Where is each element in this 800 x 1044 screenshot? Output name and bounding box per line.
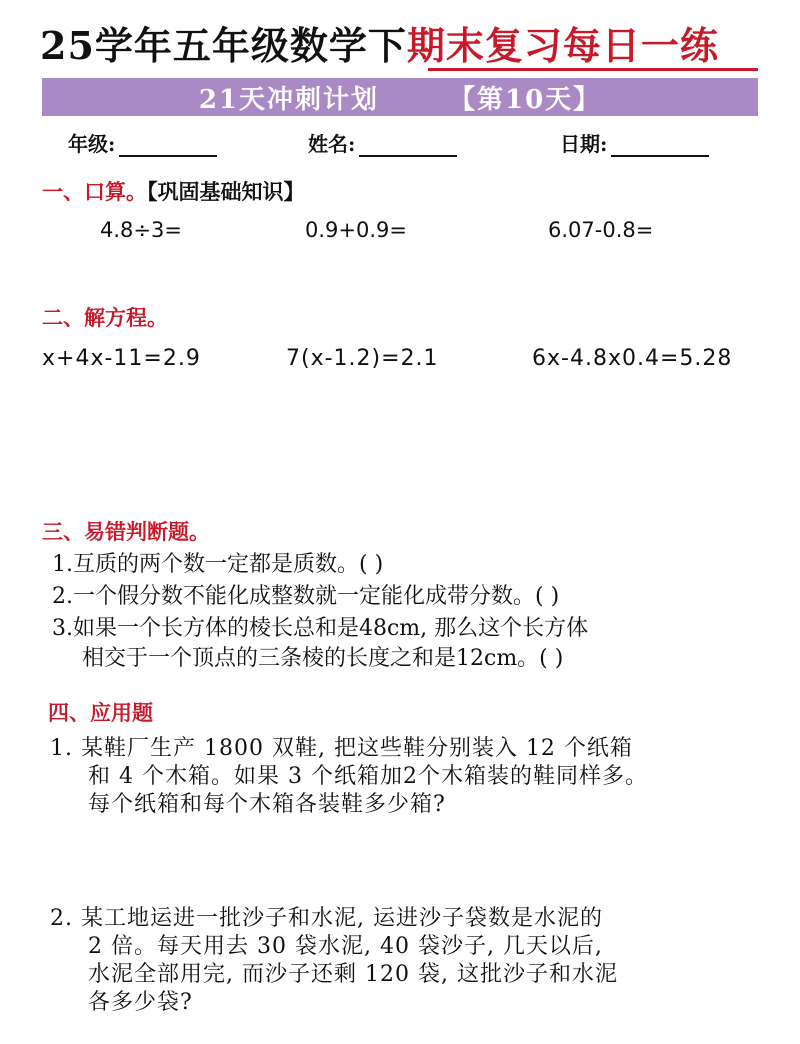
banner-plan: 21天冲刺计划 — [198, 84, 379, 115]
title-highlight: 期末复习每日一练 — [406, 23, 719, 68]
mental-math-item: 6.07-0.8= — [548, 218, 654, 242]
judgement-question: 3.如果一个长方体的棱长总和是48cm, 那么这个长方体 — [52, 616, 589, 641]
section1-heading — [42, 176, 305, 206]
plan-banner — [42, 78, 758, 116]
section2-heading — [42, 302, 168, 332]
title-main: 25学年五年级数学下 — [40, 23, 407, 68]
word-problem-line: 各多少袋? — [88, 990, 193, 1015]
word-problem-line: 2 倍。每天用去 30 袋水泥, 40 袋沙子, 几天以后, — [88, 934, 603, 959]
section2-title: 二、解方程。 — [42, 305, 168, 330]
date-blank[interactable] — [611, 133, 709, 157]
section3-heading — [42, 516, 210, 546]
date-label: 日期: — [560, 132, 608, 156]
grade-field — [68, 128, 217, 157]
word-problem-line: 水泥全部用完, 而沙子还剩 120 袋, 这批沙子和水泥 — [88, 962, 618, 987]
date-field — [560, 128, 709, 157]
section1-subtitle: 【巩固基础知识】 — [147, 179, 305, 204]
mental-math-item: 0.9+0.9= — [305, 218, 407, 242]
equation-item: x+4x-11=2.9 — [42, 346, 201, 371]
equation-item: 7(x-1.2)=2.1 — [286, 346, 439, 371]
section3-title: 三、易错判断题。 — [42, 519, 210, 544]
title-underline — [428, 68, 758, 71]
equation-item: 6x-4.8x0.4=5.28 — [532, 346, 733, 371]
section1-title: 一、口算。 — [42, 179, 147, 204]
judgement-question-cont: 相交于一个顶点的三条棱的长度之和是12cm。( ) — [82, 646, 564, 671]
word-problem-line: 和 4 个木箱。如果 3 个纸箱加2个木箱装的鞋同样多。 — [88, 764, 648, 789]
grade-blank[interactable] — [119, 133, 217, 157]
name-blank[interactable] — [359, 133, 457, 157]
judgement-question: 1.互质的两个数一定都是质数。( ) — [52, 552, 384, 577]
name-field — [308, 128, 457, 157]
banner-day: 【第10天】 — [449, 84, 602, 115]
mental-math-item: 4.8÷3= — [100, 218, 182, 242]
word-problem-line: 2. 某工地运进一批沙子和水泥, 运进沙子袋数是水泥的 — [50, 906, 603, 931]
word-problem-line: 每个纸箱和每个木箱各装鞋多少箱? — [88, 792, 446, 817]
grade-label: 年级: — [68, 132, 116, 156]
section4-title: 四、应用题 — [48, 700, 153, 725]
page-title — [40, 14, 719, 70]
section4-heading — [48, 697, 153, 727]
word-problem-line: 1. 某鞋厂生产 1800 双鞋, 把这些鞋分别装入 12 个纸箱 — [50, 736, 633, 761]
judgement-question: 2.一个假分数不能化成整数就一定能化成带分数。( ) — [52, 584, 560, 609]
name-label: 姓名: — [308, 132, 356, 156]
